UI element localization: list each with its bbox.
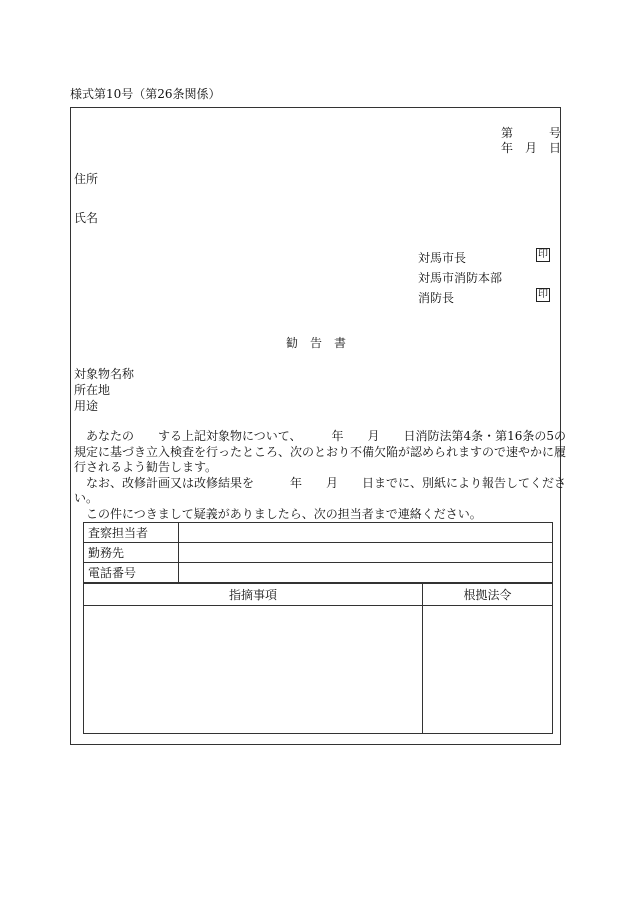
phone-field[interactable] xyxy=(179,563,553,583)
address-label: 住所 xyxy=(74,172,99,186)
table-row xyxy=(84,543,553,563)
form-label: 様式第10号（第26条関係） xyxy=(70,87,221,101)
target-location-label: 所在地 xyxy=(74,383,111,397)
body-line-2: 規定に基づき立入検査を行ったところ、次のとおり不備欠陥が認められますので速やかに履 xyxy=(74,445,567,459)
date-year: 年 xyxy=(501,141,514,155)
inspector-field[interactable] xyxy=(179,523,553,543)
body-line-4: なお、改修計画又は改修結果を 年 月 日までに、別紙により報告してくださ xyxy=(86,476,567,490)
table-row xyxy=(84,563,553,583)
law-header: 根拠法令 xyxy=(423,584,553,606)
table-header-row xyxy=(84,584,553,606)
document-title xyxy=(286,334,358,351)
sender-chief: 消防長 xyxy=(418,291,455,305)
name-label: 氏名 xyxy=(74,211,99,225)
sender-hq: 対馬市消防本部 xyxy=(418,271,503,285)
date-day: 日 xyxy=(549,141,562,155)
body-line-5: い。 xyxy=(74,491,99,505)
body-line-3: 行されるよう勧告します。 xyxy=(74,460,218,474)
sender-mayor: 対馬市長 xyxy=(418,251,467,265)
table-row xyxy=(84,523,553,543)
items-table xyxy=(83,583,553,734)
points-header: 指摘事項 xyxy=(84,584,423,606)
seal-icon: 印 xyxy=(538,249,548,260)
body-line-1: あなたの する上記対象物について、 年 月 日消防法第4条・第16条の5の xyxy=(86,429,567,443)
date-month: 月 xyxy=(525,141,538,155)
body-line-6: この件につきまして疑義がありましたら、次の担当者まで連絡ください。 xyxy=(86,507,482,521)
phone-label: 電話番号 xyxy=(84,563,179,583)
points-field[interactable] xyxy=(84,606,423,734)
title-char-3: 書 xyxy=(334,336,347,350)
title-char-2: 告 xyxy=(310,336,323,350)
office-label: 勤務先 xyxy=(84,543,179,563)
doc-number-suffix: 号 xyxy=(549,126,562,140)
inspector-label: 査察担当者 xyxy=(84,523,179,543)
target-name-label: 対象物名称 xyxy=(74,367,135,381)
contact-table xyxy=(83,522,553,583)
law-field[interactable] xyxy=(423,606,553,734)
target-use-label: 用途 xyxy=(74,399,99,413)
table-row xyxy=(84,606,553,734)
doc-number-prefix: 第 xyxy=(501,126,514,140)
office-field[interactable] xyxy=(179,543,553,563)
seal-icon: 印 xyxy=(538,289,548,300)
title-char-1: 勧 xyxy=(286,336,299,350)
